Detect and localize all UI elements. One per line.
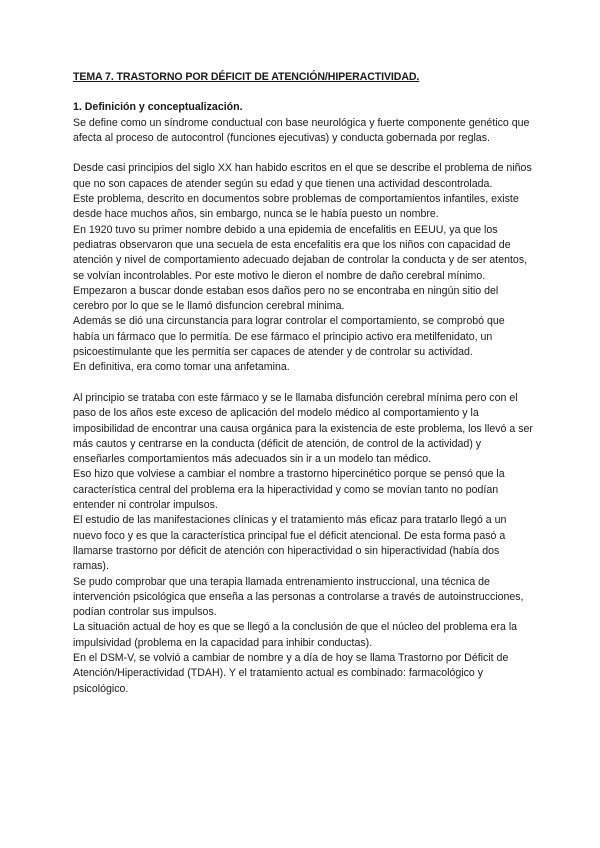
paragraph: Empezaron a buscar donde estaban esos daños pero no se encontraba en ningún sitio del cerebro por lo que se le llamó disfuncion cerebral minima. [73, 284, 499, 313]
paragraph: Además se dió una circunstancia para lograr controlar el comportamiento, se comprobó que había un fármaco que lo permitía. De ese fármaco el principio activo era metilfenidato, un psicoestimulante que les permitía ser capaces de atender y de controlar su actividad. [73, 315, 505, 359]
paragraph: En 1920 tuvo su primer nombre debido a una epidemia de encefalitis en EEUU, ya que los pediatras observaron que una secuela de esta encefalitis era que los niños con capacidad de atención y nivel de comportamiento adecuado dejaban de controlar la conducta y de ser atentos, se volvían incontrolables. Por este motivo le dieron el nombre de daño cerebral mínimo. [73, 223, 528, 282]
paragraph: Se define como un síndrome conductual con base neurológica y fuerte componente genético que afecta al proceso de autocontrol (funciones ejecutivas) y conducta gobernada por reglas. [73, 116, 530, 144]
paragraph: Desde casi principios del siglo XX han habido escritos en el que se describe el problema de niños que no son capaces de atender según su edad y que tienen una actividad descontrolada. [73, 162, 532, 190]
evolution-block [73, 391, 533, 697]
paragraph: En el DSM-V, se volvió a cambiar de nombre y a día de hoy se llama Trastorno por Déficit de Atención/Hiperactividad (TDAH). Y el tratamiento actual es combinado: farmacológico y psicológico. [73, 651, 509, 695]
paragraph: El estudio de las manifestaciones clínicas y el tratamiento más eficaz para tratarlo llegó a un nuevo foco y es que la característica principal fue el déficit atencional. De esta forma pasó a llamarse trastorno por déficit de atención con hiperactividad o sin hiperactividad (había dos ramas). [73, 514, 507, 573]
paragraph: Este problema, descrito en documentos sobre problemas de comportamientos infantiles, existe desde hace muchos años, sin embargo, nunca se le había puesto un nombre. [73, 193, 519, 221]
section-heading: 1. Definición y conceptualización. [73, 101, 243, 114]
history-block [73, 161, 533, 375]
paragraph: Al principio se trataba con este fármaco y se le llamaba disfunción cerebral mínima pero con el paso de los años este exceso de aplicación del modelo médico al comportamiento y la imposibilidad de encontrar una causa orgánica para la existencia de este problema, los llevó a ser más cautos y centrarse en la conducta (déficit de atención, de control de la actividad) y enseñarles comportamientos más adecuados sin ir a un modelo tan médico. [73, 391, 533, 466]
document-title: TEMA 7. TRASTORNO POR DÉFICIT DE ATENCIÓN/HIPERACTIVIDAD. [73, 71, 420, 83]
paragraph: La situación actual de hoy es que se llegó a la conclusión de que el núcleo del problema era la impulsividad (problema en la capacidad para inhibir conductas). [73, 621, 518, 649]
definition-block [73, 116, 533, 147]
document-page [73, 70, 533, 712]
paragraph: Eso hizo que volviese a cambiar el nombre a trastorno hipercinético porque se pensó que la característica central del problema era la hiperactividad y como se movían tanto no podían entender ni controlar impulsos. [73, 468, 505, 512]
paragraph: En definitiva, era como tomar una anfetamina. [73, 361, 290, 374]
paragraph: Se pudo comprobar que una terapia llamada entrenamiento instruccional, una técnica de intervención psicológica que enseña a las personas a controlarse a través de autoinstrucciones, podían controlar sus impulsos. [73, 575, 524, 619]
